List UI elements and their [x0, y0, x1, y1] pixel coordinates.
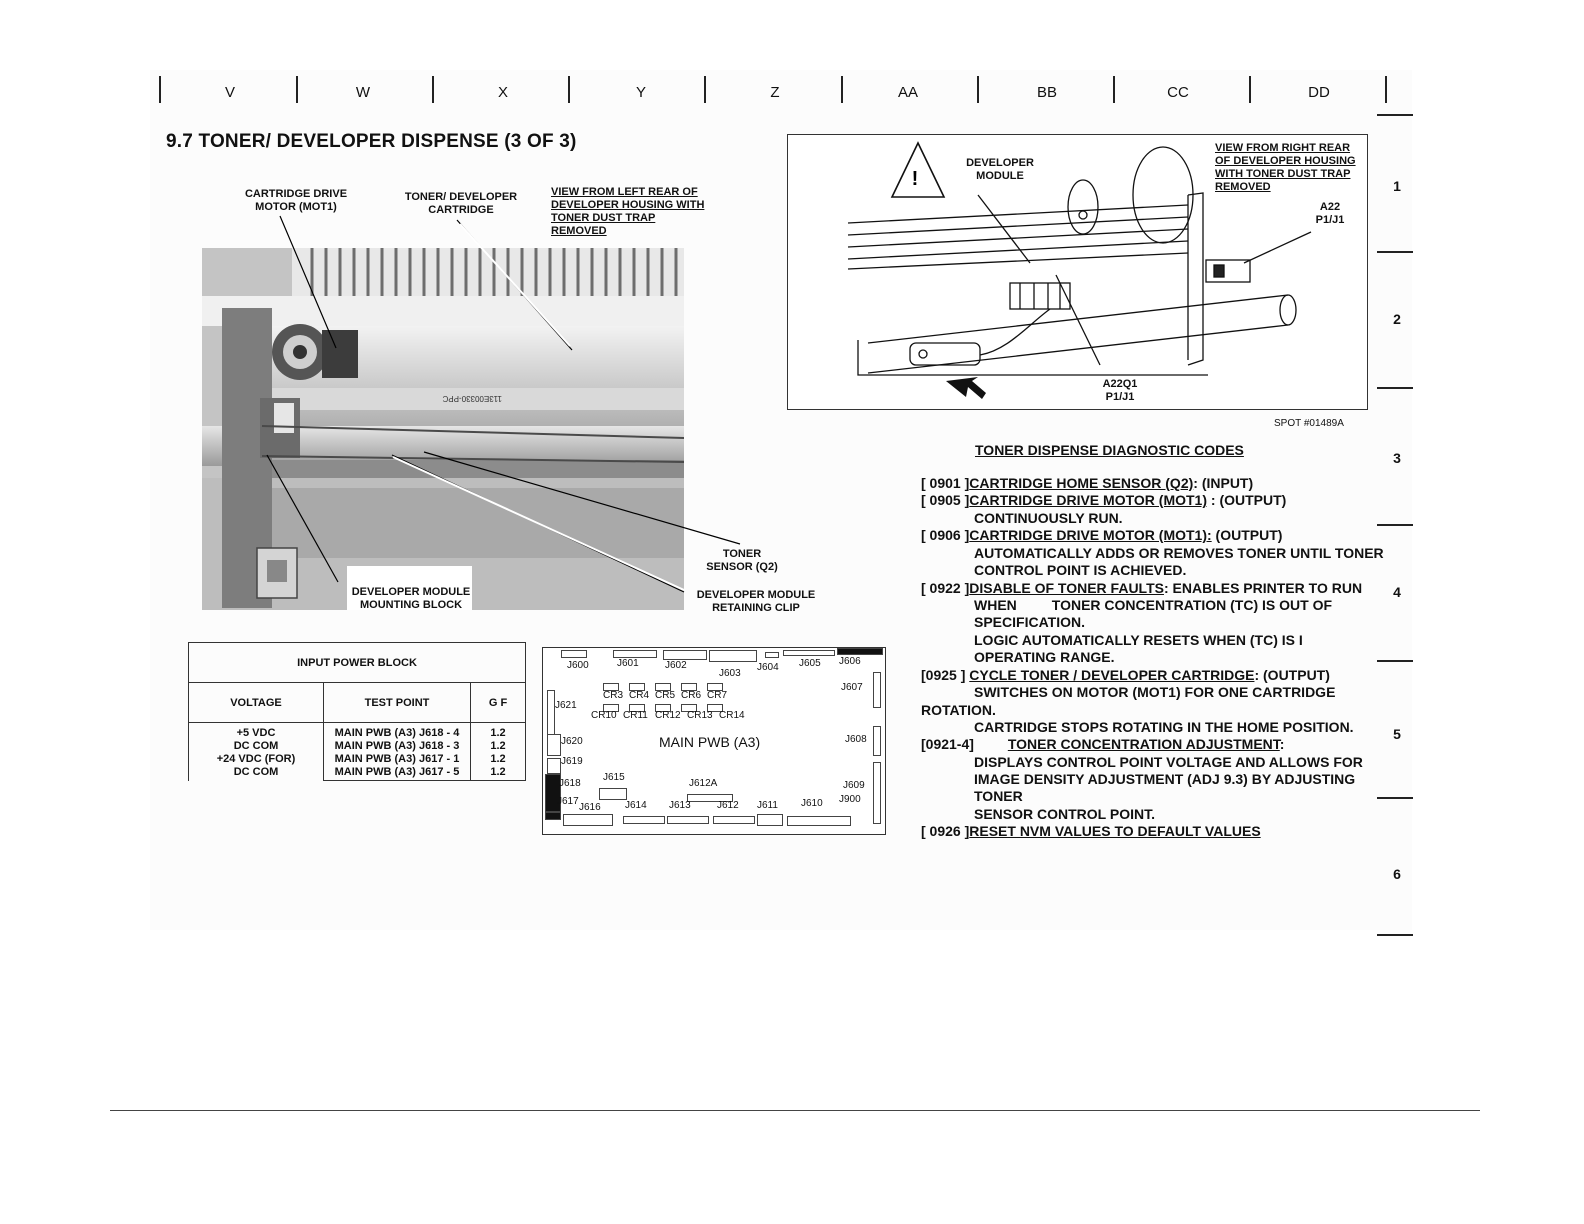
code-name: CARTRIDGE DRIVE MOTOR (MOT1): — [969, 527, 1212, 543]
pwb-label: J612 — [717, 800, 739, 811]
code-description: WHEN TONER CONCENTRATION (TC) IS OUT OF — [974, 597, 1333, 613]
callout-line: DEVELOPER MODULE — [696, 589, 816, 601]
pwb-label: J619 — [561, 756, 583, 767]
code-name: DISABLE OF TONER FAULTS — [969, 580, 1164, 596]
pwb-title: MAIN PWB (A3) — [659, 734, 761, 750]
connector — [547, 734, 561, 756]
pwb-label: J621 — [555, 700, 577, 711]
connector — [613, 650, 657, 658]
caption-line: DEVELOPER HOUSING WITH — [551, 199, 705, 211]
code-description: OPERATING RANGE. — [974, 649, 1115, 665]
code-description: SENSOR CONTROL POINT. — [974, 806, 1155, 822]
code-name: RESET NVM VALUES TO DEFAULT VALUES — [969, 823, 1261, 839]
code-id: [ 0901 ] — [921, 475, 970, 491]
pwb-label: CR11 — [623, 710, 648, 721]
code-description: IMAGE DENSITY ADJUSTMENT (ADJ 9.3) BY ADJUSTING — [974, 771, 1356, 787]
callout-toner-sensor — [696, 548, 788, 574]
zone-letter: DD — [1308, 84, 1330, 101]
callout-line: P1/J1 — [1315, 214, 1345, 226]
caption-line: VIEW FROM LEFT REAR OF — [551, 186, 698, 198]
code-id: [ 0906 ] — [921, 527, 970, 543]
callout-line: DEVELOPER MODULE — [351, 586, 471, 598]
row-number: 3 — [1393, 450, 1401, 466]
connector — [709, 650, 757, 662]
pwb-label: J601 — [617, 658, 639, 669]
zone-letter: Y — [635, 84, 646, 101]
connector — [547, 758, 561, 774]
codes-heading: TONER DISPENSE DIAGNOSTIC CODES — [975, 442, 1244, 458]
callout-line: A22 — [1319, 201, 1341, 213]
caption-line: WITH TONER DUST TRAP — [1215, 168, 1351, 180]
photo-view-caption — [551, 186, 721, 238]
zone-letter: BB — [1036, 84, 1057, 101]
connector — [547, 690, 555, 738]
table-header: VOLTAGE — [189, 683, 324, 723]
zone-letter: W — [355, 84, 371, 101]
callout-line: TONER/ DEVELOPER — [404, 191, 518, 203]
table-cell: DC COM — [233, 740, 279, 753]
callout-line: DEVELOPER — [966, 157, 1034, 169]
table-header: G F — [471, 683, 526, 723]
code-description: DISPLAYS CONTROL POINT VOLTAGE AND ALLOWS FOR — [974, 754, 1363, 770]
pwb-label: J900 — [839, 794, 861, 805]
callout-line: A22Q1 — [1102, 378, 1138, 390]
connector — [765, 652, 779, 658]
connector — [563, 814, 613, 826]
zone-letter: AA — [897, 84, 918, 101]
main-pwb-diagram — [542, 647, 886, 835]
table-cell: MAIN PWB (A3) J618 - 3 — [334, 740, 460, 752]
pwb-label: J620 — [561, 736, 583, 747]
code-0921-4 — [921, 736, 1284, 754]
table-cell: MAIN PWB (A3) J617 - 5 — [334, 766, 460, 778]
pwb-label: CR4 — [629, 690, 650, 701]
callout-line: CARTRIDGE DRIVE — [244, 188, 348, 200]
connector — [873, 762, 881, 824]
code-type: : (OUTPUT) — [1207, 492, 1287, 508]
pwb-label: J617 — [557, 796, 579, 807]
pwb-label: J606 — [839, 656, 861, 667]
table-cell: 1.2 — [490, 753, 506, 765]
pwb-label: CR14 — [719, 710, 745, 721]
callout-retaining-clip — [690, 589, 822, 615]
pwb-label: CR6 — [681, 690, 702, 701]
callout-developer-module — [955, 157, 1045, 183]
input-power-table — [188, 642, 526, 781]
footer-divider — [110, 1110, 1480, 1111]
table-title: INPUT POWER BLOCK — [189, 643, 526, 683]
callout-line: P1/J1 — [1105, 391, 1135, 403]
callout-mounting-block — [348, 586, 474, 612]
pwb-label: J603 — [719, 668, 741, 679]
row-number: 6 — [1393, 866, 1401, 882]
connector — [623, 816, 665, 824]
drawing-view-caption — [1215, 142, 1365, 194]
callout-a22q1 — [1090, 378, 1150, 404]
zone-letter: Z — [770, 84, 780, 101]
pwb-label: CR3 — [603, 690, 624, 701]
callout-cartridge-drive-motor — [236, 188, 356, 214]
connector — [783, 650, 835, 656]
callout-toner-cartridge — [400, 191, 522, 217]
code-0926 — [921, 823, 1261, 841]
code-type: : (INPUT) — [1193, 475, 1254, 491]
page-title: 9.7 TONER/ DEVELOPER DISPENSE (3 OF 3) — [166, 131, 577, 152]
pwb-label: CR7 — [707, 690, 728, 701]
callout-line: SENSOR (Q2) — [706, 561, 778, 573]
code-description: CARTRIDGE STOPS ROTATING IN THE HOME POSITION. — [974, 719, 1354, 735]
table-cell: DC COM — [233, 766, 279, 779]
spot-id: SPOT #01489A — [1274, 418, 1344, 429]
code-id: [0925 ] — [921, 667, 966, 683]
code-id: [ 0926 ] — [921, 823, 970, 839]
leader-sensor — [424, 452, 740, 544]
row-number: 5 — [1393, 726, 1401, 742]
code-description: CONTROL POINT IS ACHIEVED. — [974, 562, 1187, 578]
table-cell: +24 VDC (FOR) — [216, 753, 296, 766]
zone-letter: CC — [1167, 84, 1189, 101]
code-0906 — [921, 527, 1282, 545]
row-number: 1 — [1393, 178, 1401, 194]
leader-block — [267, 455, 338, 582]
code-description: LOGIC AUTOMATICALLY RESETS WHEN (TC) IS I — [974, 632, 1303, 648]
pwb-label: CR12 — [655, 710, 681, 721]
connector — [757, 814, 783, 826]
row-number: 2 — [1393, 311, 1401, 327]
table-cell: MAIN PWB (A3) J617 - 1 — [334, 753, 460, 765]
callout-a22 — [1305, 201, 1355, 227]
callout-line: RETAINING CLIP — [712, 602, 800, 614]
code-0925 — [921, 667, 1330, 685]
zone-letter: V — [224, 84, 235, 101]
callout-line: TONER — [722, 548, 762, 560]
table-cell: 1.2 — [490, 766, 506, 778]
pwb-label: J602 — [665, 660, 687, 671]
pwb-label: J609 — [843, 780, 865, 791]
caption-line: VIEW FROM RIGHT REAR — [1215, 142, 1351, 154]
table-cell: MAIN PWB (A3) J618 - 4 — [334, 727, 460, 739]
code-id: [ 0922 ] — [921, 580, 970, 596]
caption-line: REMOVED — [551, 225, 607, 237]
pwb-label: CR13 — [687, 710, 713, 721]
connector — [545, 812, 561, 820]
code-name: CARTRIDGE DRIVE MOTOR (MOT1) — [969, 492, 1207, 508]
connector — [663, 650, 707, 660]
code-type: : (OUTPUT) — [1254, 667, 1330, 683]
connector — [873, 672, 881, 708]
code-description: ROTATION. — [921, 702, 996, 718]
pwb-label: J604 — [757, 662, 779, 673]
pwb-label: J614 — [625, 800, 647, 811]
connector — [561, 650, 587, 658]
pwb-label: J610 — [801, 798, 823, 809]
pwb-label: J613 — [669, 800, 691, 811]
pwb-label: CR5 — [655, 690, 676, 701]
caption-line: OF DEVELOPER HOUSING — [1215, 155, 1356, 167]
table-header: TEST POINT — [324, 683, 471, 723]
code-description: SPECIFICATION. — [974, 614, 1085, 630]
leader-motor — [280, 216, 336, 348]
code-0901 — [921, 475, 1253, 493]
zone-letter: X — [497, 84, 508, 101]
callout-line: MOUNTING BLOCK — [359, 599, 463, 611]
pwb-label: J600 — [567, 660, 589, 671]
code-description: CONTINUOUSLY RUN. — [974, 510, 1123, 526]
caption-line: TONER DUST TRAP — [551, 212, 656, 224]
code-id: [ 0905 ] — [921, 492, 970, 508]
pwb-label: J618 — [559, 778, 581, 789]
connector — [837, 648, 883, 655]
pwb-label: J608 — [845, 734, 867, 745]
code-name: TONER CONCENTRATION ADJUSTMENT — [1007, 736, 1280, 752]
callout-line: MOTOR (MOT1) — [255, 201, 337, 213]
code-type: (OUTPUT) — [1211, 527, 1283, 543]
connector — [873, 726, 881, 756]
row-number: 4 — [1393, 584, 1401, 600]
photo-part-number: 113E00330-PPC — [442, 394, 502, 403]
table-cell: 1.2 — [490, 740, 506, 752]
code-0922 — [921, 580, 1362, 598]
pwb-label: J615 — [603, 772, 625, 783]
callout-line: CARTRIDGE — [428, 204, 494, 216]
table-row — [189, 723, 526, 781]
code-type: : — [1279, 736, 1285, 752]
table-cell: +5 VDC — [236, 727, 276, 740]
pwb-label: CR10 — [591, 710, 617, 721]
code-description: SWITCHES ON MOTOR (MOT1) FOR ONE CARTRIDGE — [974, 684, 1336, 700]
code-description: TONER — [974, 788, 1023, 804]
connector — [599, 788, 627, 800]
pwb-label: J607 — [841, 682, 863, 693]
code-name: CARTRIDGE HOME SENSOR (Q2) — [969, 475, 1194, 491]
table-cell: 1.2 — [490, 727, 506, 739]
caption-line: REMOVED — [1215, 181, 1271, 193]
callout-line: MODULE — [976, 170, 1024, 182]
pwb-label: J616 — [579, 802, 601, 813]
pwb-label: J612A — [689, 778, 718, 789]
code-description: AUTOMATICALLY ADDS OR REMOVES TONER UNTIL TONER — [974, 545, 1384, 561]
pwb-label: J605 — [799, 658, 821, 669]
code-0905 — [921, 492, 1286, 510]
code-name: CYCLE TONER / DEVELOPER CARTRIDGE — [969, 667, 1255, 683]
code-type: : ENABLES PRINTER TO RUN — [1163, 580, 1363, 596]
connector — [787, 816, 851, 826]
pwb-label: J611 — [757, 800, 778, 811]
code-id: [0921-4] — [921, 736, 974, 752]
connector — [667, 816, 709, 824]
connector — [713, 816, 755, 824]
warning-symbol: ! — [911, 168, 919, 190]
